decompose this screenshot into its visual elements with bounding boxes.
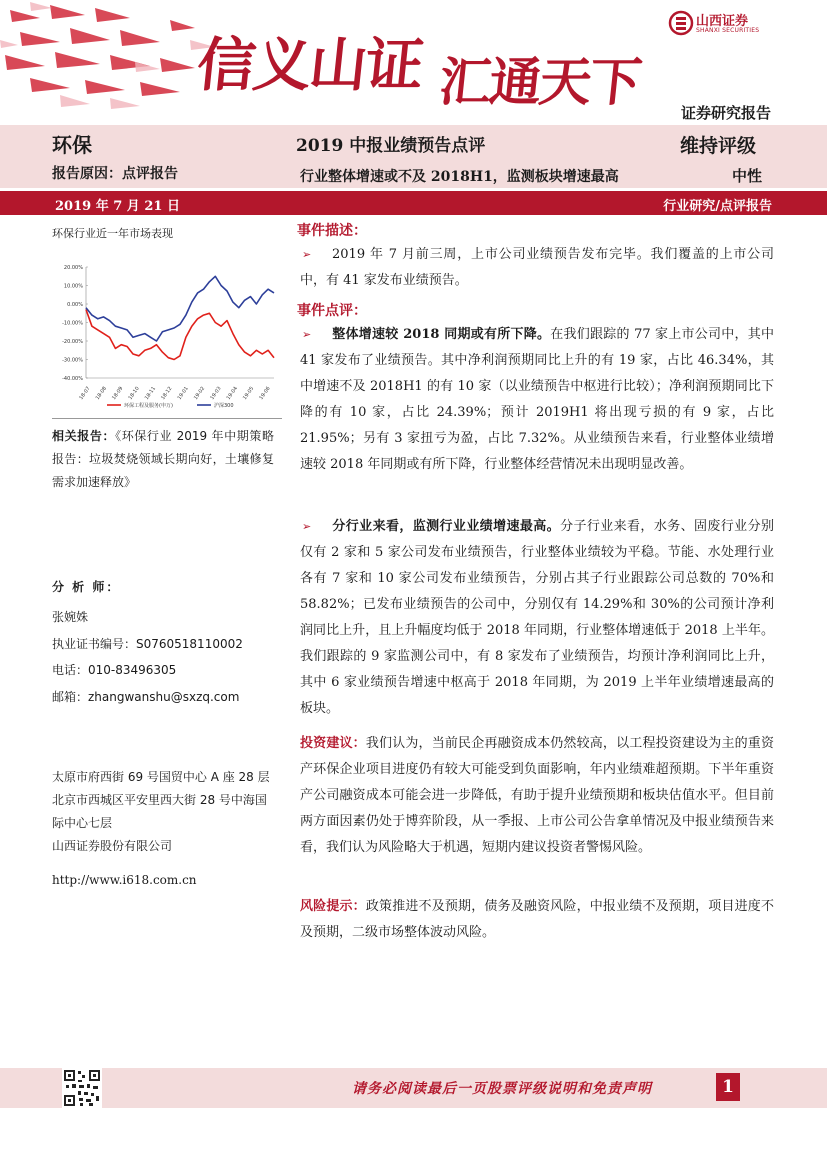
analyst-license: 执业证书编号：S0760518110002 xyxy=(52,637,243,651)
bullet-arrow-icon: ➢ xyxy=(302,248,312,261)
event-description-paragraph xyxy=(300,242,774,294)
risk-warning-text: 政策推进不及预期，债务及融资风险，中报业绩不及预期，项目进度不及预期，二级市场整体波动风险。 xyxy=(300,899,774,940)
risk-warning-paragraph xyxy=(300,894,774,946)
sub-industry-paragraph xyxy=(300,514,774,722)
company-name: 山西证券股份有限公司 xyxy=(52,839,173,853)
rating-value: 中性 xyxy=(732,167,763,185)
sub-industry-lead: 分行业来看，监测行业业绩增速最高。 xyxy=(332,519,561,534)
overall-growth-text: 在我们跟踪的 77 家上市公司中，其中 41 家发布了业绩预告。其中净利润预期同比上升的有 19 家，占比 46.34%，其中增速不及 2018H1 的有 10 家（以业绩预告中枢进行比较）；净利润预期同比下降的有 10 家，占比 24.39%；预计 2019H1 将出现亏损的有 9 家，占比 21.95%；另有 3 家扭亏为盈，占比 7.32%。从业绩预告来看，行业整体业绩增速较 2018 年同期或有所下降，行业整体经营情况未出现明显改善。 xyxy=(300,327,775,472)
header-banner xyxy=(0,0,827,120)
company-website-link[interactable]: http://www.i618.com.cn xyxy=(52,873,197,887)
investment-advice-text: 我们认为，当前民企再融资成本仍然较高，以工程投资建设为主的重资产环保企业项目进度仍有较大可能受到负面影响，年内业绩难超预期。下半年重资产公司融资成本可能会进一步降低，有助于提升业绩预期和板块估值水平。但目前两方面因素仍处于博弈阶段，从一季报、上市公司公告拿单情况及中报业绩预告来看，我们认为风险略大于机遇，短期内建议投资者警惕风险。 xyxy=(300,736,774,855)
chart-x-tick-label: 18-10 xyxy=(127,385,141,402)
analyst-name: 张婉姝 xyxy=(52,610,89,624)
chart-x-tick-label: 18-09 xyxy=(111,385,125,402)
slogan-primary: 信义山证 xyxy=(193,31,426,99)
industry-name: 环保 xyxy=(52,133,92,157)
chart-x-tick-label: 18-07 xyxy=(78,385,92,402)
disclaimer-notice: 请务必阅读最后一页股票评级说明和免责声明 xyxy=(352,1081,652,1097)
investment-advice-paragraph xyxy=(300,731,774,861)
report-type: 证券研究报告 xyxy=(680,104,771,120)
company-logo xyxy=(668,10,778,40)
chart-series xyxy=(86,276,274,359)
investment-advice-heading: 投资建议： xyxy=(300,736,366,751)
chart-series-line-2 xyxy=(86,276,274,341)
bullet-arrow-icon: ➢ xyxy=(302,520,312,533)
address-taiyuan: 太原市府西街 69 号国贸中心 A 座 28 层 xyxy=(52,770,270,784)
chart-x-tick-label: 19-01 xyxy=(176,385,190,402)
chart-y-axis xyxy=(62,265,88,382)
bullet-arrow-icon: ➢ xyxy=(302,328,312,341)
chart-x-tick-label: 19-02 xyxy=(192,385,207,402)
chart-x-axis xyxy=(78,378,274,401)
chart-x-tick-label: 19-06 xyxy=(258,385,272,402)
chart-legend xyxy=(107,402,234,409)
chart-y-tick-label: -20.00% xyxy=(62,339,83,345)
rating-label: 维持评级 xyxy=(680,135,757,157)
related-reports xyxy=(52,425,274,494)
report-reason: 报告原因：点评报告 xyxy=(52,166,178,182)
related-label: 相关报告： xyxy=(52,429,116,443)
report-date: 2019 年 7 月 21 日 xyxy=(55,199,180,214)
overall-growth-paragraph xyxy=(300,322,774,478)
company-address xyxy=(52,766,277,858)
chart-legend-label: 沪深300 xyxy=(214,403,234,409)
chart-series-line-1 xyxy=(86,310,274,360)
chart-x-tick-label: 19-03 xyxy=(209,385,223,402)
chart-legend-label: 环保工程及服务(申万) xyxy=(124,403,173,409)
report-category: 行业研究/点评报告 xyxy=(663,199,772,214)
chart-title: 环保行业近一年市场表现 xyxy=(52,227,173,240)
risk-warning-heading: 风险提示： xyxy=(300,899,366,914)
chart-y-tick-label: -10.00% xyxy=(62,320,83,327)
overall-growth-lead: 整体增速较 2018 同期或有所下降。 xyxy=(332,327,551,342)
chart-y-tick-label: -40.00% xyxy=(62,376,83,382)
logo-text-cn: 山西证券 xyxy=(696,14,749,29)
chart-y-tick-label: -30.00% xyxy=(62,357,83,364)
address-beijing: 北京市西城区平安里西大街 28 号中海国际中心七层 xyxy=(52,793,267,830)
divider xyxy=(52,418,282,419)
chart-y-tick-label: 20.00% xyxy=(63,265,83,271)
analyst-email[interactable]: 邮箱：zhangwanshu@sxzq.com xyxy=(52,690,240,704)
chart-x-tick-label: 18-08 xyxy=(94,385,109,402)
event-description-heading: 事件描述： xyxy=(297,223,367,239)
analyst-phone: 电话：010-83496305 xyxy=(52,663,177,677)
chart-x-tick-label: 18-11 xyxy=(143,385,158,402)
logo-emblem-icon xyxy=(668,10,694,36)
chart-x-tick-label: 19-05 xyxy=(242,385,256,402)
event-comment-heading: 事件点评： xyxy=(297,303,367,319)
report-title: 2019 中报业绩预告点评 xyxy=(296,136,486,156)
sub-industry-text: 分子行业来看，水务、固废行业分别仅有 2 家和 5 家公司发布业绩预告，行业整体业绩较为平稳。节能、水处理行业各有 7 家和 10 家公司发布业绩预告，分别占其子行业跟踪公司总数的 70%和 58.82%；已发布业绩预告的公司中，分别仅有 14.29%和 30%的公司预计净利润同比上升，且上升幅度均低于 2018 年同期，行业整体增速低于 2018 上半年。我们跟踪的 9 家监测公司中，有 8 家发布了业绩预告，均预计净利润同比上升，其中 6 家业绩预告增速中枢高于 2018 年同期，为 2019 上半年业绩增速最高的板块。 xyxy=(300,519,774,716)
market-performance-chart xyxy=(52,243,282,413)
related-report-link[interactable]: 《环保行业 2019 年中期策略报告：垃圾焚烧领域长期向好，土壤修复需求加速释放》 xyxy=(52,429,274,489)
page-number: 1 xyxy=(716,1073,740,1101)
analyst-heading: 分 析 师： xyxy=(52,580,121,594)
chart-x-tick-label: 18-12 xyxy=(160,385,174,402)
slogan-secondary: 汇通天下 xyxy=(436,52,643,113)
chart-y-tick-label: 10.00% xyxy=(63,283,83,290)
chart-x-tick-label: 19-04 xyxy=(225,385,239,402)
qr-code-icon[interactable] xyxy=(62,1068,102,1108)
chart-y-tick-label: 0.00% xyxy=(67,302,83,308)
event-description-text: 2019 年 7 月前三周，上市公司业绩预告发布完毕。我们覆盖的上市公司中，有 41 家发布业绩预告。 xyxy=(300,247,774,288)
report-subtitle: 行业整体增速或不及 2018H1，监测板块增速最高 xyxy=(300,169,619,185)
logo-text-en: SHANXI SECURITIES xyxy=(696,27,760,34)
